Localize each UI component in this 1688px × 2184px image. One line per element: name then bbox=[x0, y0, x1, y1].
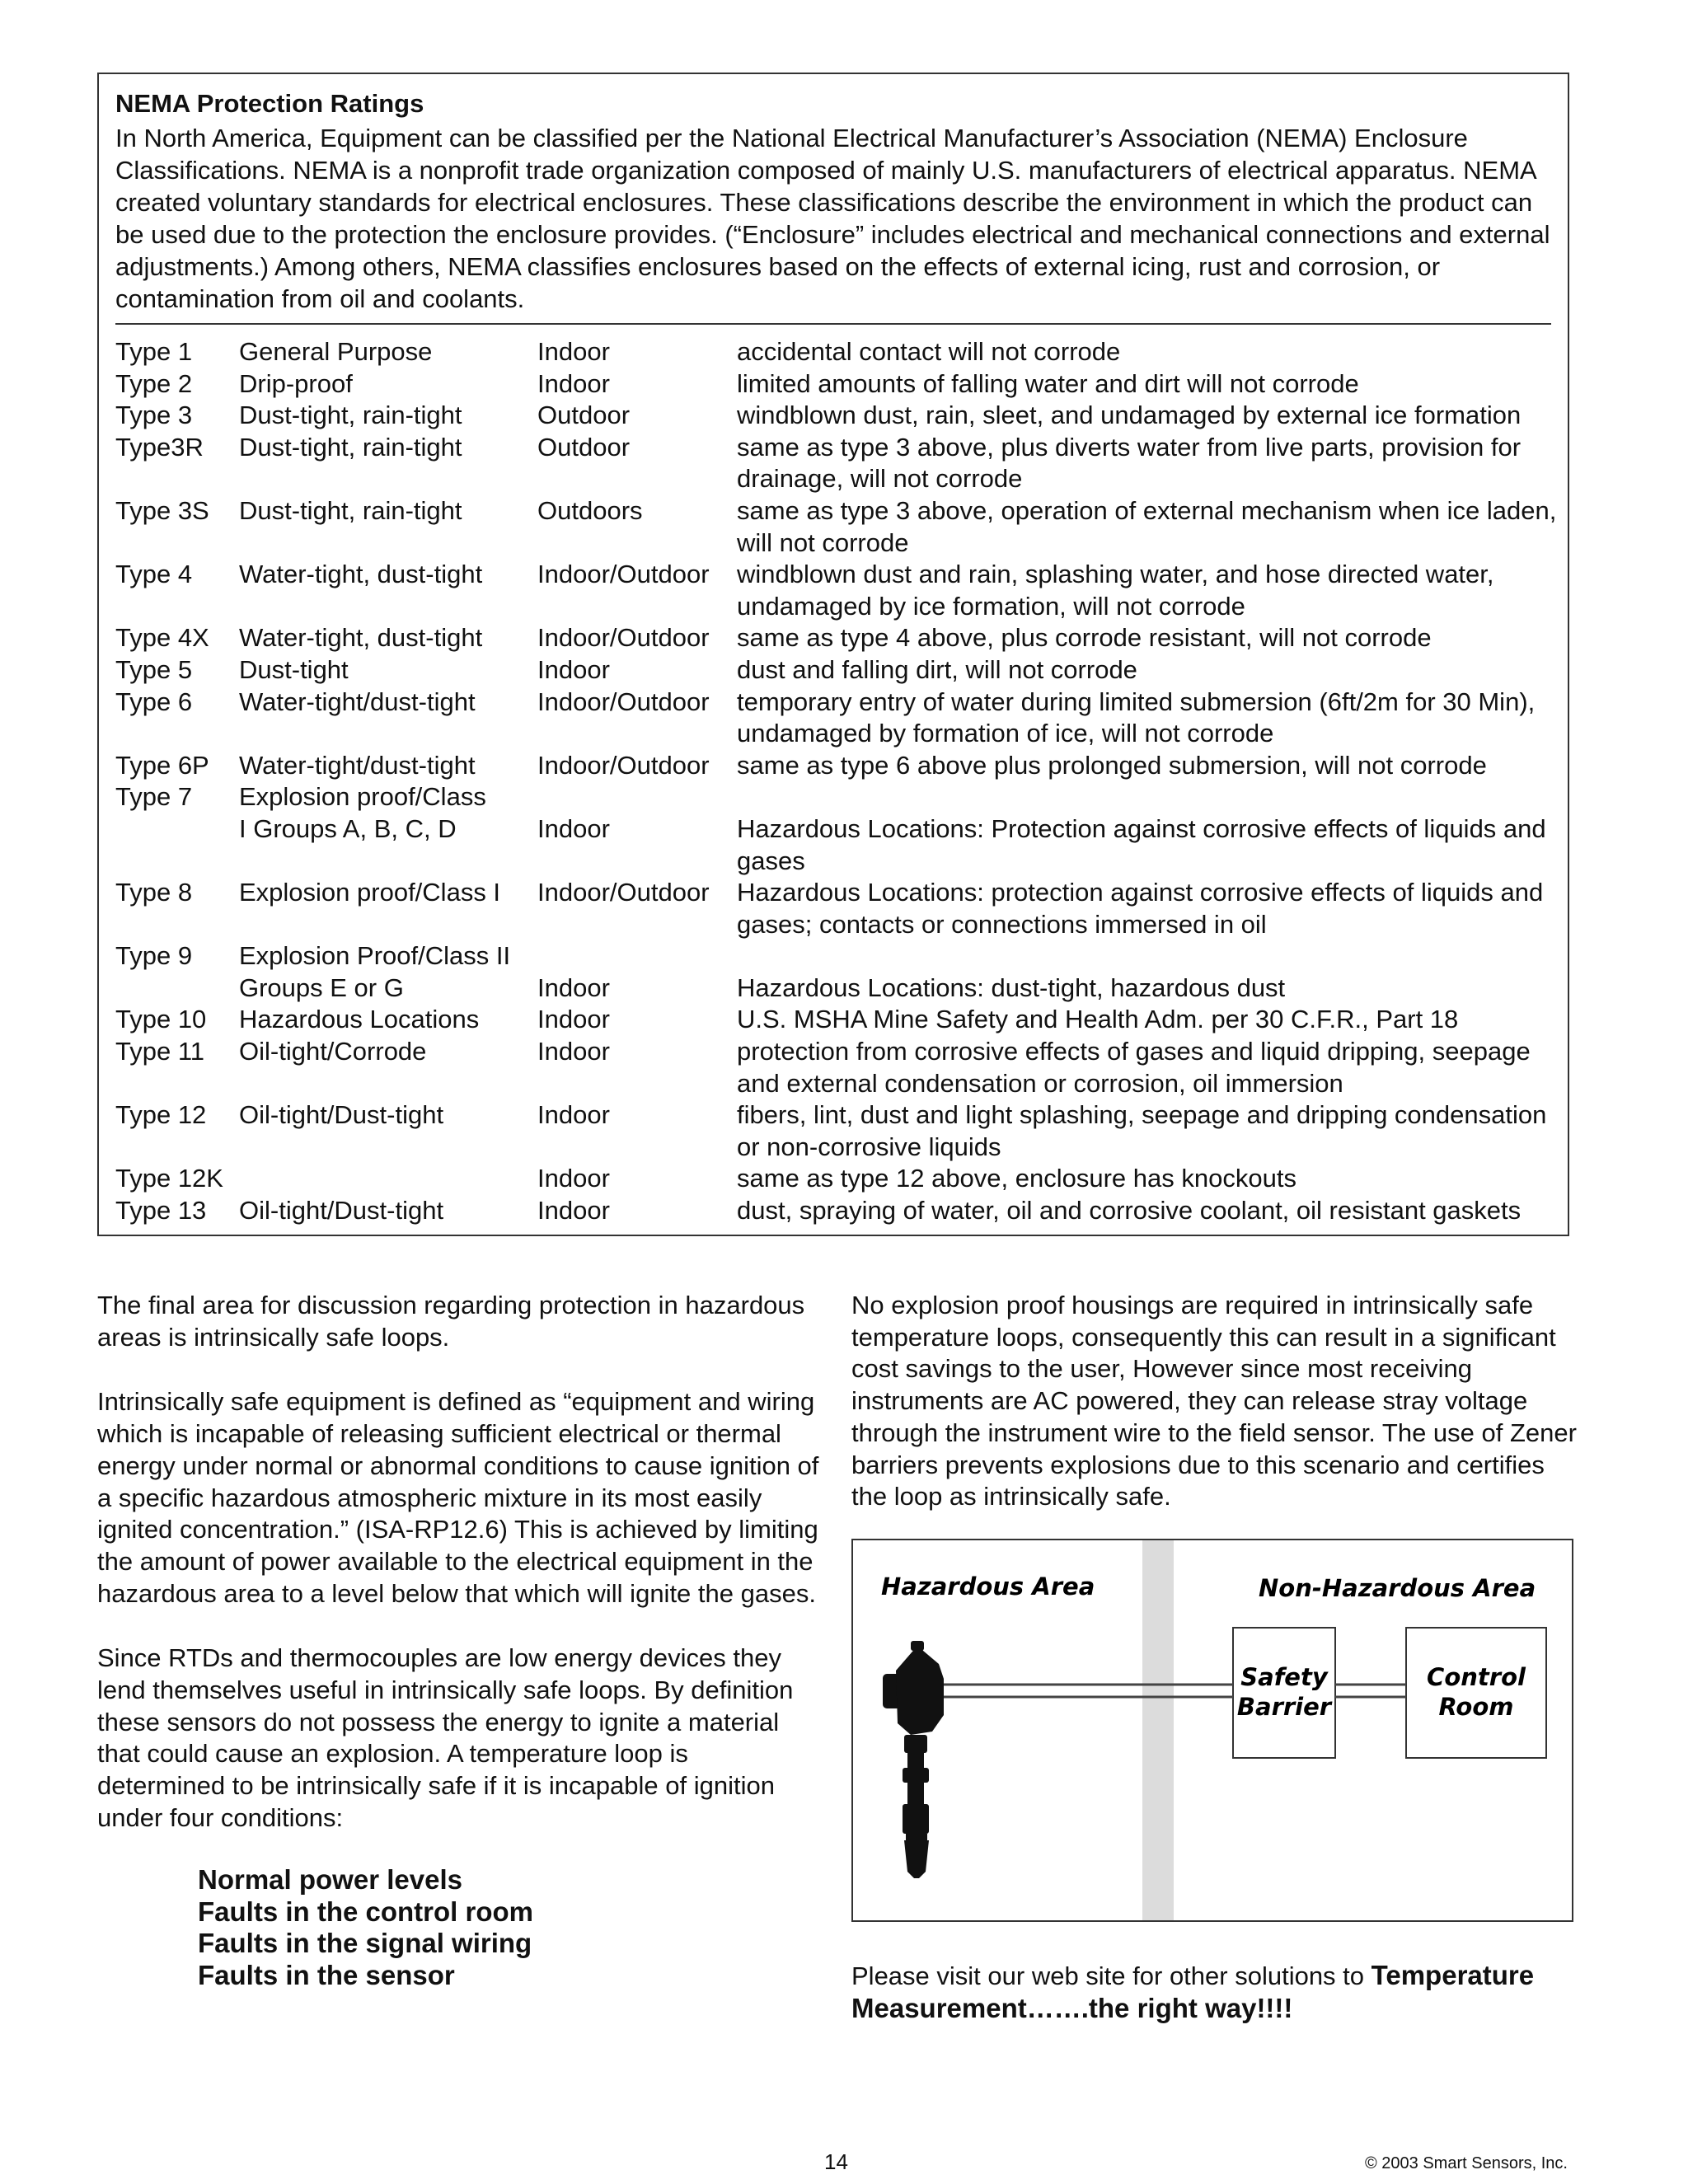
row-type: Type 8 bbox=[115, 878, 193, 907]
row-type: Type3R bbox=[115, 432, 204, 462]
left-paragraph-1: The final area for discussion regarding protection in hazardous areas is intrinsically safe loops. bbox=[97, 1291, 805, 1352]
row-location: Indoor bbox=[537, 1164, 610, 1193]
row-location: Indoor bbox=[537, 654, 610, 684]
row-description: Dust-tight bbox=[239, 654, 349, 684]
row-location: Indoor bbox=[537, 1196, 610, 1226]
row-protection: same as type 4 above, plus corrode resistant, will not corrode bbox=[737, 623, 1432, 653]
row-type: Type 6P bbox=[115, 750, 209, 780]
table-row bbox=[115, 336, 1566, 368]
page-number: 14 bbox=[824, 2149, 848, 2174]
right-column bbox=[851, 1290, 1577, 1513]
row-description: Dust-tight, rain-tight bbox=[239, 495, 462, 525]
control-room-line2: Room bbox=[1438, 1693, 1514, 1721]
nema-title: NEMA Protection Ratings bbox=[115, 89, 424, 118]
row-location: Indoor bbox=[537, 368, 610, 398]
table-row bbox=[115, 1099, 1566, 1163]
row-protection: fibers, lint, dust and light splashing, seepage and dripping condensation or non-corrosive liquids bbox=[737, 1100, 1547, 1161]
row-location: Indoor/Outdoor bbox=[537, 878, 710, 907]
conditions-list bbox=[198, 1864, 533, 1992]
row-location: Indoor bbox=[537, 1005, 610, 1034]
row-type: Type 4 bbox=[115, 560, 193, 589]
non-hazardous-area-label: Non-Hazardous Area bbox=[1259, 1574, 1536, 1602]
row-protection-value: Hazardous Locations: Protection against corrosive effects of liquids and gases bbox=[737, 813, 1546, 875]
nema-intro: In North America, Equipment can be classified per the National Electrical Manufacturer’s Association (NEMA) Enclosure Classifications. NEMA is a nonprofit trade organization composed of mainly U.S. manufacturers of electrical apparatus. NEMA created voluntary standards for electrical enclosures. These classifications describe the environment in which the product can be used due to the protection the enclosure provides. (“Enclosure” includes electrical and mechanical connections and external adjustments.) Among others, NEMA classifies enclosures based on the effects of external icing, rust and corrosion, or contamination from oil and coolants. bbox=[115, 124, 1550, 313]
left-paragraph-3: Since RTDs and thermocouples are low energy devices they lend themselves useful in intrinsically safe loops. By definition these sensors do not possess the energy to ignite a material that could cause an explosion. A temperature loop is determined to be intrinsically safe if it is incapable of ignition under four conditions: bbox=[97, 1643, 794, 1832]
row-protection: accidental contact will not corrode bbox=[737, 337, 1121, 366]
row-type: Type 2 bbox=[115, 368, 193, 398]
table-row bbox=[115, 368, 1566, 401]
row-type: Type 1 bbox=[115, 337, 193, 366]
visit-note bbox=[851, 1960, 1577, 2025]
visit-emphasis: Temperature Measurement…….the right way!!!! bbox=[851, 1960, 1535, 2023]
row-description: Water-tight, dust-tight bbox=[239, 623, 483, 653]
row-type: Type 3 bbox=[115, 401, 193, 430]
row-protection: U.S. MSHA Mine Safety and Health Adm. per 30 C.F.R., Part 18 bbox=[737, 1005, 1459, 1034]
area-divider bbox=[1142, 1540, 1174, 1920]
row-type: Type 4X bbox=[115, 623, 209, 653]
row-description: Drip-proof bbox=[239, 368, 353, 398]
row-description-line1: Explosion proof/Class bbox=[239, 782, 486, 812]
row-protection-value: Hazardous Locations: dust-tight, hazardous dust bbox=[737, 972, 1286, 1002]
row-location bbox=[537, 781, 737, 877]
row-location-value: Indoor bbox=[537, 813, 610, 843]
row-protection: same as type 6 above plus prolonged submersion, will not corrode bbox=[737, 750, 1487, 780]
table-row bbox=[115, 495, 1566, 559]
nema-divider bbox=[115, 323, 1551, 325]
row-location: Indoor bbox=[537, 1100, 610, 1130]
row-description-line2: Groups E or G bbox=[239, 972, 404, 1002]
table-row bbox=[115, 559, 1566, 622]
row-protection: dust, spraying of water, oil and corrosive coolant, oil resistant gaskets bbox=[737, 1196, 1522, 1226]
control-room-line1: Control bbox=[1427, 1663, 1526, 1691]
row-type: Type 11 bbox=[115, 1037, 205, 1066]
row-protection: same as type 3 above, operation of external mechanism when ice laden, will not corrode bbox=[737, 495, 1557, 557]
row-description bbox=[239, 781, 537, 877]
table-row bbox=[115, 750, 1566, 782]
table-row bbox=[115, 940, 1566, 1004]
row-protection: windblown dust and rain, splashing water, and hose directed water, undamaged by ice formation, will not corrode bbox=[737, 560, 1494, 621]
row-type: Type 5 bbox=[115, 654, 193, 684]
row-protection bbox=[737, 940, 1566, 1004]
list-item: Faults in the control room bbox=[198, 1896, 534, 1927]
row-type: Type 6 bbox=[115, 687, 193, 716]
row-description: Dust-tight, rain-tight bbox=[239, 432, 462, 462]
row-protection: windblown dust, rain, sleet, and undamaged by external ice formation bbox=[737, 401, 1522, 430]
intrinsic-safety-diagram bbox=[851, 1539, 1573, 1922]
wires bbox=[942, 1685, 1406, 1697]
row-location: Indoor/Outdoor bbox=[537, 623, 710, 653]
row-protection: Hazardous Locations: protection against corrosive effects of liquids and gases; contacts or connections immersed in oil bbox=[737, 878, 1544, 939]
row-type: Type 13 bbox=[115, 1196, 207, 1226]
row-description: Hazardous Locations bbox=[239, 1005, 480, 1034]
copyright-notice: © 2003 Smart Sensors, Inc. bbox=[1365, 2154, 1568, 2172]
row-type: Type 9 bbox=[115, 941, 193, 971]
table-row bbox=[115, 1004, 1566, 1036]
row-type: Type 3S bbox=[115, 495, 209, 525]
row-protection: same as type 12 above, enclosure has knockouts bbox=[737, 1164, 1296, 1193]
row-description: General Purpose bbox=[239, 337, 433, 366]
right-paragraph-1: No explosion proof housings are required in intrinsically safe temperature loops, consequently this can result in a significant cost savings to the user, However since most receiving instruments are AC powered, they can release stray voltage through the instrument wire to the field sensor. The use of Zener barriers prevents explosions due to this scenario and certifies the loop as intrinsically safe. bbox=[851, 1291, 1577, 1511]
row-description: Oil-tight/Dust-tight bbox=[239, 1196, 444, 1226]
table-row bbox=[115, 654, 1566, 687]
visit-prefix: Please visit our web site for other solutions to bbox=[851, 1961, 1372, 1990]
sensor-icon bbox=[883, 1641, 944, 1878]
row-location bbox=[537, 940, 737, 1004]
table-row bbox=[115, 400, 1566, 432]
row-description: Dust-tight, rain-tight bbox=[239, 401, 462, 430]
row-description: Water-tight/dust-tight bbox=[239, 687, 476, 716]
list-item: Faults in the signal wiring bbox=[198, 1928, 532, 1959]
row-description bbox=[239, 1163, 537, 1195]
row-type: Type 12 bbox=[115, 1100, 207, 1130]
list-item: Faults in the sensor bbox=[198, 1960, 455, 1991]
table-row bbox=[115, 1163, 1566, 1195]
row-location: Indoor/Outdoor bbox=[537, 560, 710, 589]
hazardous-area-label: Hazardous Area bbox=[881, 1572, 1095, 1601]
diagram-svg bbox=[853, 1540, 1572, 1920]
nema-table bbox=[115, 336, 1566, 1227]
row-type: Type 7 bbox=[115, 782, 193, 812]
list-item: Normal power levels bbox=[198, 1864, 462, 1895]
table-row bbox=[115, 622, 1566, 654]
table-row bbox=[115, 687, 1566, 750]
row-description-line2: I Groups A, B, C, D bbox=[239, 813, 457, 843]
row-location-value: Indoor bbox=[537, 972, 610, 1002]
left-column bbox=[97, 1290, 823, 1868]
row-location: Indoor bbox=[537, 337, 610, 366]
table-row bbox=[115, 1195, 1566, 1227]
safety-barrier-line1: Safety bbox=[1240, 1663, 1328, 1691]
row-protection: dust and falling dirt, will not corrode bbox=[737, 654, 1137, 684]
table-row bbox=[115, 432, 1566, 495]
safety-barrier-line2: Barrier bbox=[1236, 1693, 1332, 1721]
row-protection: limited amounts of falling water and dirt will not corrode bbox=[737, 368, 1359, 398]
row-location: Outdoor bbox=[537, 432, 631, 462]
table-row bbox=[115, 781, 1566, 877]
row-location: Outdoor bbox=[537, 401, 631, 430]
row-location: Indoor bbox=[537, 1037, 610, 1066]
row-protection: same as type 3 above, plus diverts water from live parts, provision for drainage, will not corrode bbox=[737, 432, 1522, 494]
row-description: Oil-tight/Dust-tight bbox=[239, 1100, 444, 1130]
row-description: Explosion proof/Class I bbox=[239, 878, 501, 907]
row-description bbox=[239, 940, 537, 1004]
table-row bbox=[115, 1036, 1566, 1099]
row-protection bbox=[737, 781, 1566, 877]
row-location: Indoor/Outdoor bbox=[537, 750, 710, 780]
row-type: Type 12K bbox=[115, 1164, 223, 1193]
row-description: Oil-tight/Corrode bbox=[239, 1037, 427, 1066]
row-protection: temporary entry of water during limited submersion (6ft/2m for 30 Min), undamaged by formation of ice, will not corrode bbox=[737, 687, 1536, 748]
table-row bbox=[115, 877, 1566, 940]
row-description: Water-tight, dust-tight bbox=[239, 560, 483, 589]
row-type: Type 10 bbox=[115, 1005, 207, 1034]
row-protection: protection from corrosive effects of gases and liquid dripping, seepage and external condensation or corrosion, oil immersion bbox=[737, 1037, 1531, 1098]
row-description: Water-tight/dust-tight bbox=[239, 750, 476, 780]
row-location: Outdoors bbox=[537, 495, 643, 525]
left-paragraph-2: Intrinsically safe equipment is defined as “equipment and wiring which is incapable of releasing sufficient electrical or thermal energy under normal or abnormal conditions to cause ignition of a specific hazardous atmospheric mixture in its most easily ignited concentration.” (ISA-RP12.6) This is achieved by limiting the amount of power available to the electrical equipment in the hazardous area to a level below that which will ignite the gases. bbox=[97, 1387, 819, 1608]
row-description-line1: Explosion Proof/Class II bbox=[239, 941, 511, 971]
row-location: Indoor/Outdoor bbox=[537, 687, 710, 716]
